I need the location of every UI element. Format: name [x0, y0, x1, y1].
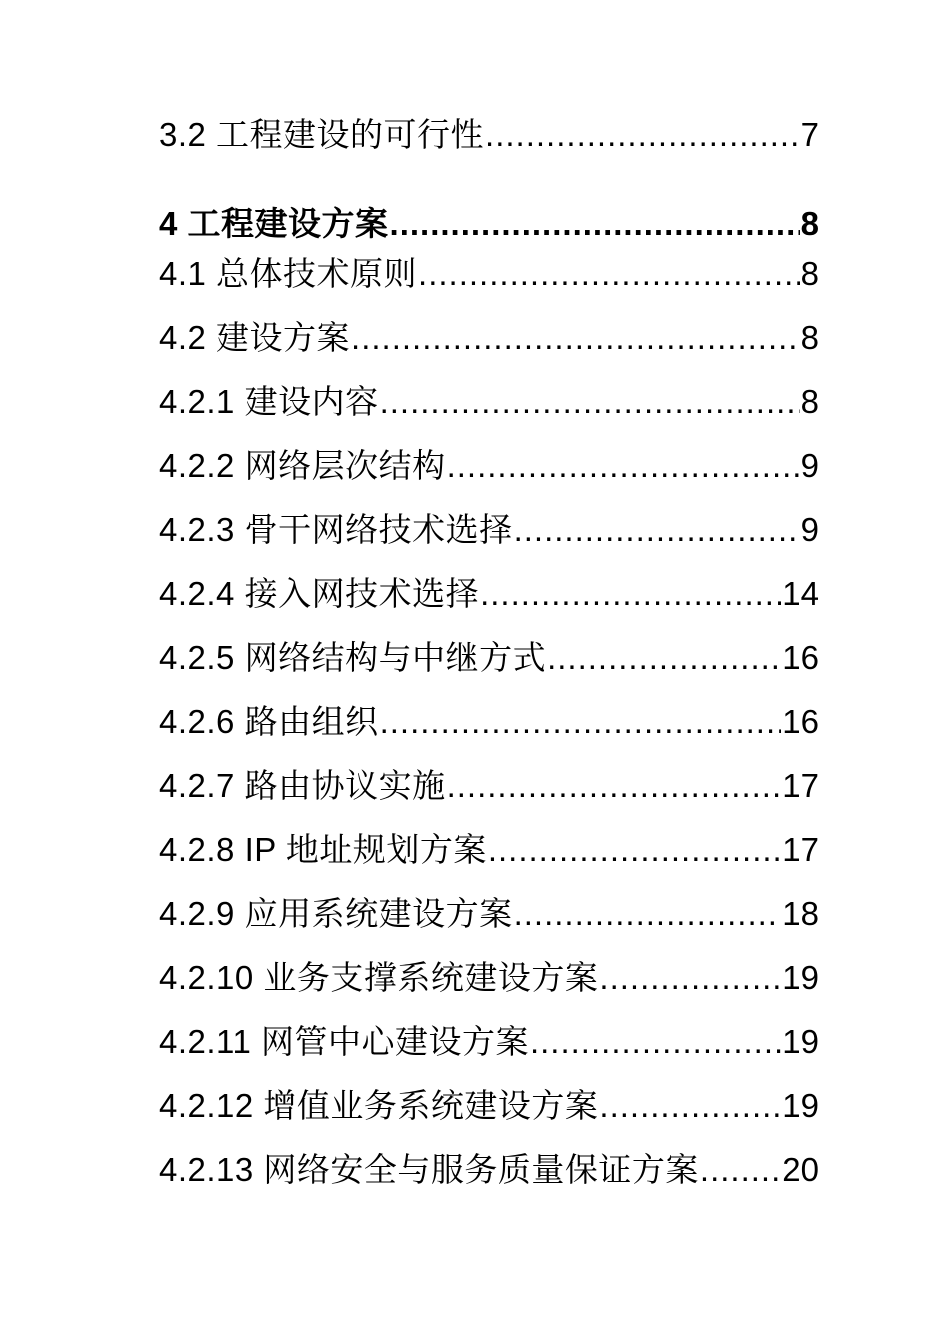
toc-entry-page: 19 — [782, 1023, 819, 1060]
toc-dot-leader — [485, 111, 800, 159]
toc-dot-leader — [514, 506, 800, 554]
toc-entry[interactable] — [159, 890, 819, 954]
table-of-contents — [159, 111, 819, 1210]
toc-entry[interactable] — [159, 442, 819, 506]
toc-dot-leader — [351, 314, 800, 362]
toc-dot-leader — [447, 762, 782, 810]
toc-entry-title: 4 工程建设方案 — [159, 205, 389, 242]
toc-entry-title: 4.2.2 网络层次结构 — [159, 447, 446, 484]
toc-dot-leader — [380, 698, 782, 746]
toc-entry-page: 8 — [800, 319, 819, 356]
toc-entry[interactable] — [159, 250, 819, 314]
toc-entry-title: 4.2.7 路由协议实施 — [159, 767, 446, 804]
toc-entry-title: 4.2.6 路由组织 — [159, 703, 379, 740]
toc-entry-page: 17 — [782, 767, 819, 804]
toc-entry-page: 8 — [800, 205, 819, 242]
toc-dot-leader — [418, 250, 800, 298]
toc-entry-page: 20 — [782, 1151, 819, 1188]
toc-dot-leader — [530, 1018, 781, 1066]
toc-entry-page: 18 — [782, 895, 819, 932]
toc-entry[interactable] — [159, 378, 819, 442]
toc-entry-page: 19 — [782, 1087, 819, 1124]
toc-dot-leader — [447, 442, 800, 490]
toc-dot-leader — [514, 890, 782, 938]
toc-entry[interactable] — [159, 506, 819, 570]
toc-dot-leader — [547, 634, 781, 682]
toc-entry-page: 9 — [800, 447, 819, 484]
toc-entry-title: 3.2 工程建设的可行性 — [159, 116, 485, 153]
toc-entry-page: 17 — [782, 831, 819, 868]
toc-entry-page: 19 — [782, 959, 819, 996]
toc-dot-leader — [599, 954, 781, 1002]
toc-dot-leader — [390, 200, 800, 248]
toc-entry[interactable] — [159, 111, 819, 175]
toc-entry-title: 4.2.9 应用系统建设方案 — [159, 895, 513, 932]
toc-entry-title: 4.2.3 骨干网络技术选择 — [159, 511, 513, 548]
toc-dot-leader — [380, 378, 800, 426]
toc-dot-leader — [700, 1146, 781, 1194]
toc-entry[interactable] — [159, 634, 819, 698]
toc-entry-title: 4.1 总体技术原则 — [159, 255, 418, 292]
toc-entry[interactable] — [159, 1018, 819, 1082]
toc-entry-page: 14 — [782, 575, 819, 612]
toc-entry[interactable] — [159, 314, 819, 378]
toc-entry-title: 4.2.8 IP 地址规划方案 — [159, 831, 487, 868]
toc-dot-leader — [488, 826, 781, 874]
toc-entry[interactable] — [159, 762, 819, 826]
toc-entry-title: 4.2.13 网络安全与服务质量保证方案 — [159, 1151, 699, 1188]
toc-dot-leader — [599, 1082, 781, 1130]
toc-entry[interactable] — [159, 698, 819, 762]
toc-entry-title: 4.2.5 网络结构与中继方式 — [159, 639, 547, 676]
toc-entry-title: 4.2.1 建设内容 — [159, 383, 379, 420]
toc-entry[interactable] — [159, 1146, 819, 1210]
toc-entry-title: 4.2.11 网管中心建设方案 — [159, 1023, 529, 1060]
toc-entry-title: 4.2.4 接入网技术选择 — [159, 575, 480, 612]
toc-entry-page: 8 — [800, 255, 819, 292]
toc-entry-page: 16 — [782, 639, 819, 676]
toc-entry-chapter[interactable] — [159, 200, 819, 250]
toc-entry[interactable] — [159, 826, 819, 890]
toc-entry-title: 4.2.12 增值业务系统建设方案 — [159, 1087, 599, 1124]
toc-entry-title: 4.2.10 业务支撑系统建设方案 — [159, 959, 599, 996]
toc-entry-page: 9 — [800, 511, 819, 548]
toc-entry[interactable] — [159, 1082, 819, 1146]
toc-entry-page: 8 — [800, 383, 819, 420]
toc-entry-title: 4.2 建设方案 — [159, 319, 351, 356]
toc-entry-page: 7 — [800, 116, 819, 153]
toc-dot-leader — [480, 570, 781, 618]
toc-entry[interactable] — [159, 570, 819, 634]
toc-entry[interactable] — [159, 954, 819, 1018]
toc-entry-page: 16 — [782, 703, 819, 740]
